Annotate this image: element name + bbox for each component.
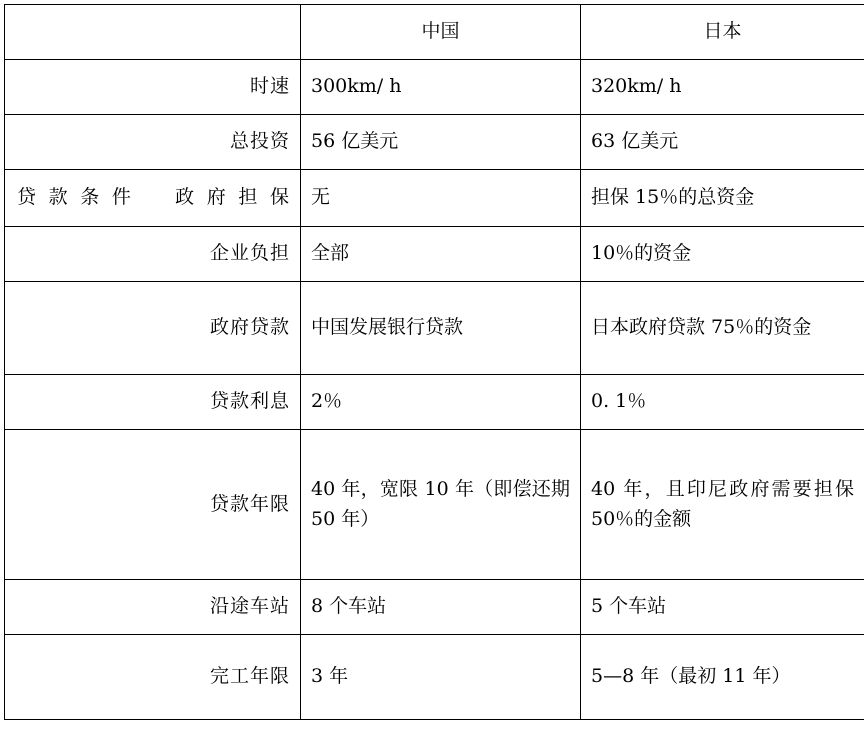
row-china-loan-interest: 2％ xyxy=(301,375,581,430)
table-row xyxy=(5,115,864,170)
row-japan-investment: 63 亿美元 xyxy=(581,115,864,170)
header-cell-china: 中国 xyxy=(301,5,581,60)
table-row xyxy=(5,580,864,635)
header-cell-blank xyxy=(5,5,301,60)
row-japan-government-loan: 日本政府贷款 75％的资金 xyxy=(581,282,864,375)
row-china-investment: 56 亿美元 xyxy=(301,115,581,170)
table-row xyxy=(5,430,864,580)
row-japan-loan-term: 40 年，且印尼政府需要担保 50％的金额 xyxy=(581,430,864,580)
row-label-stations: 沿途车站 xyxy=(5,580,301,635)
table-row xyxy=(5,60,864,115)
row-label-investment: 总投资 xyxy=(5,115,301,170)
row-china-speed: 300km/ h xyxy=(301,60,581,115)
row-japan-loan-interest: 0. 1％ xyxy=(581,375,864,430)
row-china-government-loan: 中国发展银行贷款 xyxy=(301,282,581,375)
row-label-government-loan: 政府贷款 xyxy=(5,282,301,375)
row-japan-completion: 5—8 年（最初 11 年） xyxy=(581,635,864,720)
row-china-stations: 8 个车站 xyxy=(301,580,581,635)
row-label-loan-term: 贷款年限 xyxy=(5,430,301,580)
row-label-enterprise-burden: 企业负担 xyxy=(5,227,301,282)
row-label-speed: 时速 xyxy=(5,60,301,115)
row-japan-government-guarantee: 担保 15％的总资金 xyxy=(581,170,864,227)
row-china-government-guarantee: 无 xyxy=(301,170,581,227)
table-row xyxy=(5,282,864,375)
row-label-loan-interest: 贷款利息 xyxy=(5,375,301,430)
row-china-enterprise-burden: 全部 xyxy=(301,227,581,282)
row-label-completion: 完工年限 xyxy=(5,635,301,720)
row-japan-enterprise-burden: 10％的资金 xyxy=(581,227,864,282)
table-row xyxy=(5,170,864,227)
row-china-loan-term: 40 年，宽限 10 年（即偿还期 50 年） xyxy=(301,430,581,580)
row-japan-speed: 320km/ h xyxy=(581,60,864,115)
header-cell-japan: 日本 xyxy=(581,5,864,60)
comparison-table xyxy=(4,4,864,720)
table-row xyxy=(5,227,864,282)
table-row xyxy=(5,635,864,720)
table-header-row xyxy=(5,5,864,60)
row-japan-stations: 5 个车站 xyxy=(581,580,864,635)
table-row xyxy=(5,375,864,430)
row-label-government-guarantee: 贷款条件 政府担保 xyxy=(5,170,301,227)
row-china-completion: 3 年 xyxy=(301,635,581,720)
